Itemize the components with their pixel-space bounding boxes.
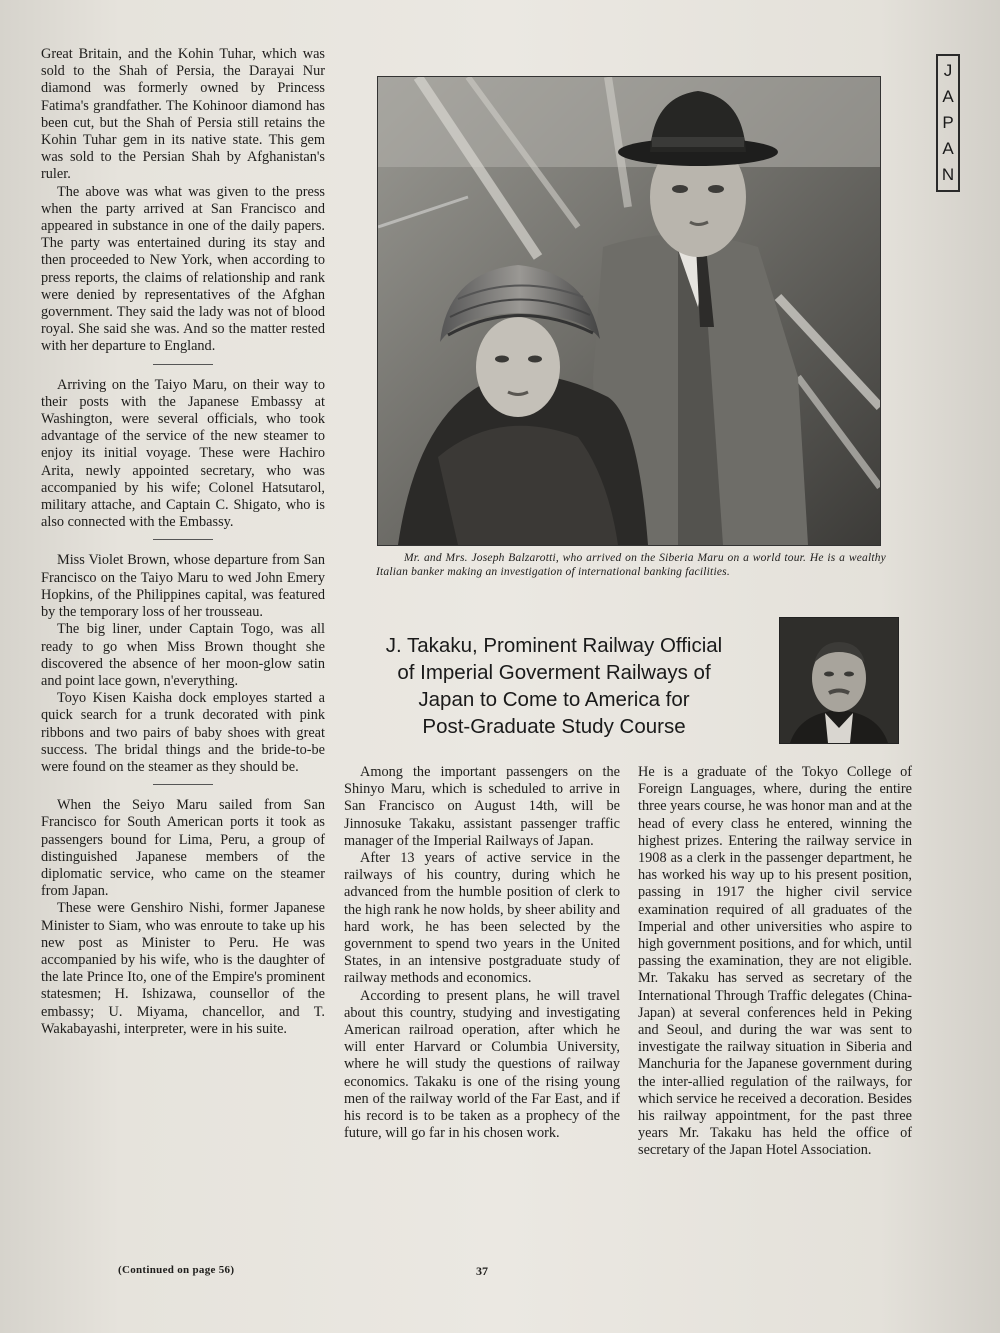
paragraph: Among the important passengers on the Shinyo Maru, which is scheduled to arrive in San Francisco on August 14th, will be Jinnosuke Takaku, assistant passenger traffic manager of the Imperial Railways of Japan. [344, 764, 620, 849]
left-column [41, 46, 325, 1038]
page-number: 37 [476, 1264, 488, 1278]
photo-caption: Mr. and Mrs. Joseph Balzarotti, who arrived on the Siberia Maru on a world tour. He is a wealthy Italian banker making an investigation of international banking facilities. [376, 552, 886, 578]
paragraph: Great Britain, and the Kohin Tuhar, which was sold to the Shah of Persia, the Darayai Nur diamond was formerly owned by Princess Fatima's grandfather. The Kohinoor diamond has been cut, but the Shah of Persia still retains the Kohin Tuhar gem in its native state. This gem was sold to the Persian Shah by Afghanistan's ruler. [41, 46, 325, 183]
paragraph: These were Genshiro Nishi, former Japanese Minister to Siam, who was enroute to take up his new post as Minister to Peru. He was accompanied by his wife, who is the daughter of the late Prince Ito, one of the Empire's prominent statesmen; H. Ishizawa, counsellor of the embassy; U. Miyama, chancellor, and T. Wakabayashi, interpreter, were in his suite. [41, 900, 325, 1037]
paragraph: Miss Violet Brown, whose departure from San Francisco on the Taiyo Maru to wed John Emery Hopkins, of the Philippines capital, was featured by the temporary loss of her trousseau. [41, 552, 325, 621]
portrait-image [780, 618, 898, 743]
headline-line: J. Takaku, Prominent Railway Official [385, 634, 723, 657]
article-column-2 [638, 764, 912, 1160]
paragraph: Arriving on the Taiyo Maru, on their way to their posts with the Japanese Embassy at Washington, were several officials, who took advantage of the service of the new steamer to enjoy its initial voyage. These were Hachiro Arita, newly appointed secretary, who was accompanied by his wife; Colonel Hatsutarol, military attache, and Captain C. Shigato, who is also connected with the Embassy. [41, 376, 325, 531]
tab-letter: P [942, 113, 954, 132]
paragraph: When the Seiyo Maru sailed from San Francisco for South American ports it took as passengers bound for Lima, Peru, a group of distinguished Japanese members of the diplomatic service, who came on the steamer from Japan. [41, 797, 325, 900]
continued-note: (Continued on page 56) [118, 1264, 235, 1276]
tab-letter: N [941, 165, 955, 184]
japan-section-tab [936, 54, 960, 192]
headline-line: Japan to Come to America for [418, 688, 690, 711]
headline-line: of Imperial Goverment Railways of [397, 661, 711, 684]
paragraph: The big liner, under Captain Togo, was all ready to go when Miss Brown thought she discovered the absence of her moon-glow satin and point lace gown, n'everything. [41, 621, 325, 689]
tab-letter: A [942, 87, 954, 106]
tab-letter: A [942, 139, 954, 158]
divider [153, 539, 213, 540]
paragraph: The above was what was given to the press when the party arrived at San Francisco and appeared in substance in one of the daily papers. The party was entertained during its stay and then proceeded to New York, when according to press reports, the claims of relationship and rank were denied by representatives of the Afghan government. They said the lady was not of blood royal. She said she was. And so the matter rested with her departure to England. [41, 183, 325, 355]
portrait-photo [779, 617, 899, 744]
couple-photo [377, 76, 881, 546]
paragraph: According to present plans, he will travel about this country, studying and investigating American railroad operation, after which he will enter Harvard or Columbia University, where he will study the questions of railway economics. Takaku is one of the rising young men of the railway world of the Far East, and if his record is to be taken as a prophecy of the future, will go far in his chosen work. [344, 987, 620, 1142]
article-headline [340, 632, 768, 740]
paragraph: After 13 years of active service in the railways of his country, during which he advanced from the humble position of clerk to the high rank he now holds, by sheer ability and hard work, he has been selected by the government to spend two years in the United States, in an intensive postgraduate study of railway methods and economics. [344, 850, 620, 987]
divider [153, 784, 213, 785]
article-column-1 [344, 764, 620, 1142]
paragraph: He is a graduate of the Tokyo College of Foreign Languages, where, during the entire three years course, he was honor man and at the head of every class he entered, winning the highest prizes. Entering the railway service in 1908 as a clerk in the passenger department, he has worked his way up to his present position, passing in 1917 the higher civil service examination required of all graduates of the Imperial and other universities who aspire to high government positions, and for which, until passing the examination, they are not eligible. Mr. Takaku has served as secretary of the International Through Traffic delegates (China-Japan) at several conferences held in Peking and Seoul, and during the war was sent to investigate the railway situation in Siberia and Manchuria for the Japanese government during the inter-allied regulation of the railways, for which service he received a decoration. Besides his railway appointment, for the past three years Mr. Takaku has held the office of secretary of the Japan Hotel Association. [638, 764, 912, 1159]
divider [153, 364, 213, 365]
tab-letter: J [943, 61, 953, 80]
couple-photo-image [378, 77, 880, 545]
headline-line: Post-Graduate Study Course [422, 715, 686, 738]
paragraph: Toyo Kisen Kaisha dock employes started a quick search for a trunk decorated with pink ribbons and two pairs of baby shoes with great success. The bridal things and the bride-to-be were found on the steamer as they should be. [41, 690, 325, 775]
